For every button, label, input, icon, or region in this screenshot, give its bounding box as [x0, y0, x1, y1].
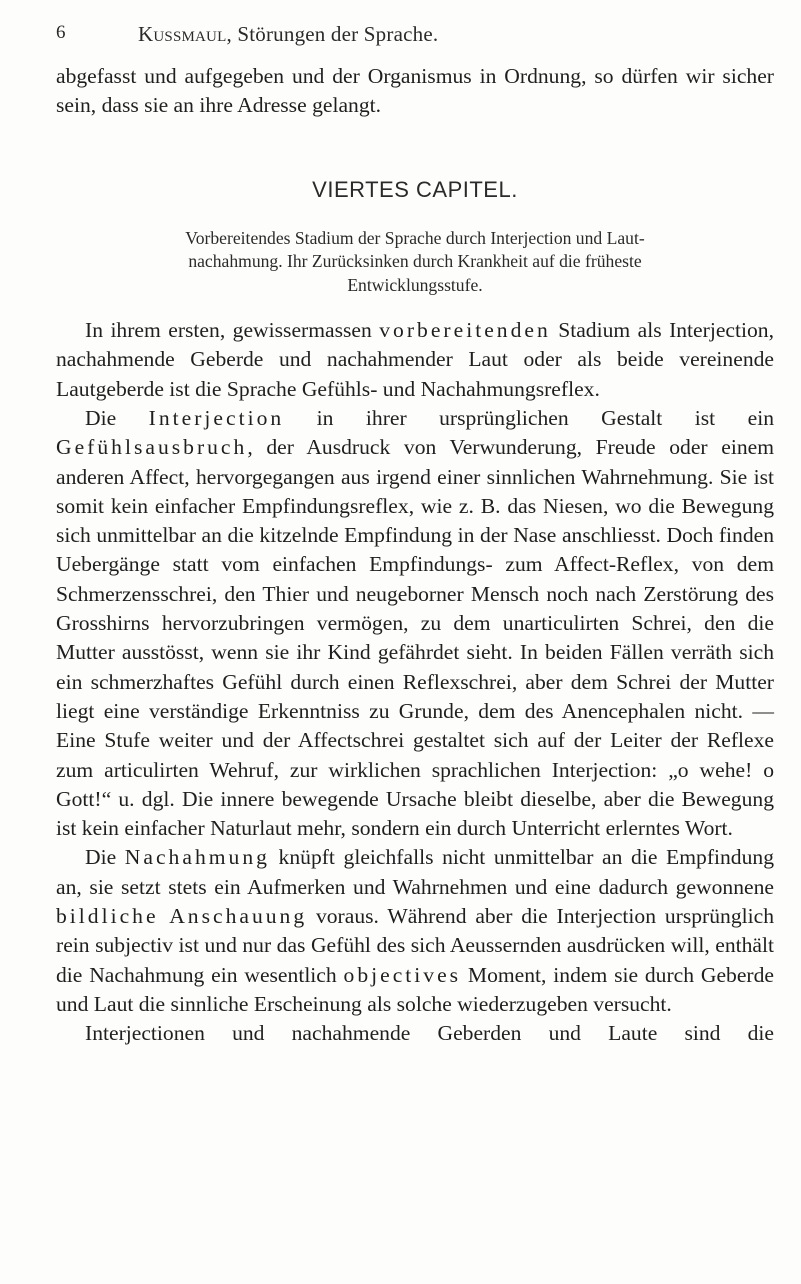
- summary-line: Vorbereitendes Stadium der Sprache durch Interjection und Laut-: [185, 227, 645, 248]
- text-run: Die: [85, 845, 125, 870]
- paragraph: Interjectionen und nachahmende Geberden und Laute sind die: [85, 1021, 774, 1046]
- text-run: voraus. Während aber die Interjection ursprünglich rein subjectiv ist und nur das Gefühl des sich Aeussernden ausdrücken will, enthält die Nachahmung ein wesentlich: [56, 904, 774, 987]
- running-head: [56, 14, 774, 44]
- emphasis-spaced: bildliche Anschauung: [56, 904, 308, 929]
- chapter-title: VIERTES CAPITEL.: [312, 176, 518, 202]
- chapter-body: [56, 316, 774, 1048]
- header-author: Kussmaul: [138, 22, 227, 46]
- emphasis-spaced: Interjection: [148, 405, 285, 430]
- text-run: Stadium als Interjection, nachahmende Geberde und nachahmender Laut oder als beide vereinende Lautgeberde ist die Sprache Gefühls- und Nachahmungsreflex.: [56, 318, 774, 401]
- text-run: Moment, indem sie durch Geberde und Laut die sinnliche Erscheinung als solche wiederzugeben versucht.: [56, 962, 774, 1016]
- text-run: In ihrem ersten, gewissermassen: [85, 318, 380, 343]
- text-run: in ihrer ursprünglichen Gestalt ist ein: [284, 405, 775, 430]
- emphasis-spaced: Gefühlsausbruch: [56, 435, 248, 460]
- page-number: 6: [56, 22, 66, 43]
- header-title: Störungen der Sprache.: [237, 22, 439, 46]
- paragraph: [56, 843, 774, 1019]
- summary-line: Entwicklungsstufe.: [347, 274, 483, 295]
- book-page: [56, 14, 774, 1049]
- chapter-summary: [56, 227, 774, 298]
- emphasis-spaced: Nachahmung: [124, 845, 270, 870]
- emphasis-spaced: vorbereitenden: [379, 318, 551, 343]
- summary-line: nachahmung. Ihr Zurücksinken durch Krankheit auf die früheste: [188, 251, 642, 272]
- text-run: knüpft gleichfalls nicht unmittelbar an die Empfindung an, sie setzt stets ein Aufmerken und Wahrnehmen und eine dadurch gewonnene: [56, 845, 774, 899]
- emphasis-spaced: objectives: [343, 962, 462, 987]
- text-run: , der Ausdruck von Verwunderung, Freude oder einem anderen Affect, hervorgegangen aus irgend einer sinnlichen Wahrnehmung. Sie ist somit kein einfacher Empfindungsreflex, wie z. B. das Niesen, wo die Bewegung sich unmittelbar an die kitzelnde Empfindung in der Nase anschliesst. Doch finden Uebergänge statt vom einfachen Empfindungs- zum Affect-Reflex, von dem Schmerzensschrei, den Thier und neugeborner Mensch noch nach Zerstörung des Grosshirns hervorzubringen vermögen, zu dem unarticulirten Schrei, den die Mutter ausstösst, wenn sie ihr Kind gefährdet sieht. In beiden Fällen verräth sich ein schmerzhaftes Gefühl durch einen Reflexschrei, aber dem Schrei der Mutter liegt eine verständige Erkenntniss zu Grunde, dem des Anencephalen nicht. — Eine Stufe weiter und der Affectschrei gestaltet sich auf der Leiter der Reflexe zum articulirten Wehruf, zur wirklichen sprachlichen Interjection: „o wehe! o Gott!“ u. dgl. Die innere bewegende Ursache bleibt dieselbe, aber die Bewegung ist kein einfacher Naturlaut mehr, sondern ein durch Unterricht erlerntes Wort.: [56, 435, 774, 841]
- paragraph: [56, 316, 774, 404]
- paragraph: [56, 404, 774, 843]
- opening-paragraph: abgefasst und aufgegeben und der Organismus in Ordnung, so dürfen wir sicher sein, dass sie an ihre Adresse gelangt.: [56, 64, 774, 118]
- text-run: Die: [85, 405, 149, 430]
- running-title: Kussmaul, Störungen der Sprache.: [138, 22, 439, 46]
